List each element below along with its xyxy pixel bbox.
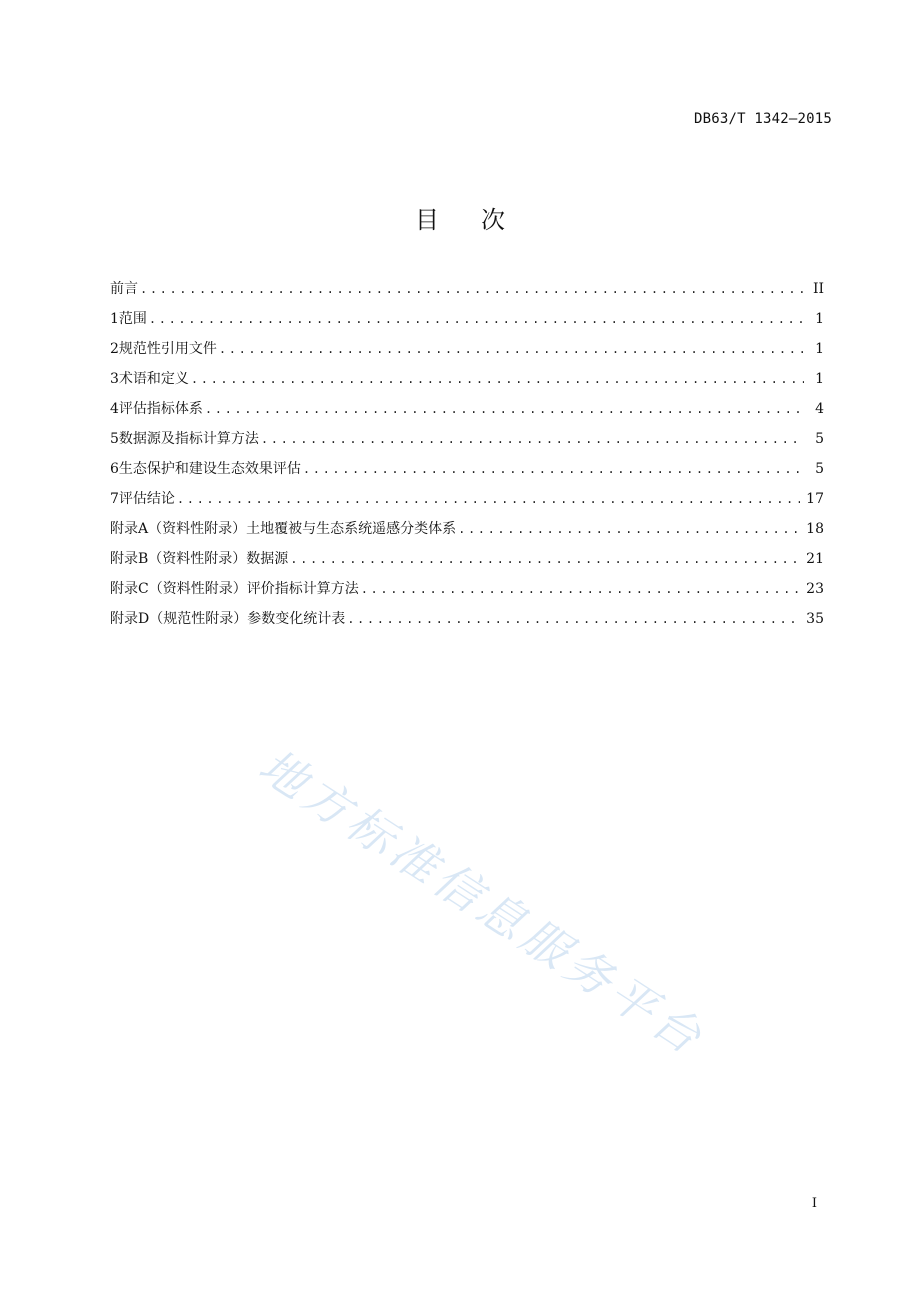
toc-page-number: 4 bbox=[815, 401, 824, 417]
toc-entry-1[interactable] bbox=[110, 304, 824, 334]
toc-appendix-label: 附录C（资料性附录） bbox=[110, 581, 247, 597]
toc-appendix-d[interactable] bbox=[110, 604, 824, 634]
toc-page-number: 1 bbox=[815, 371, 824, 387]
toc-section-number: 6 bbox=[110, 461, 119, 477]
toc-entry-title: 评价指标计算方法 bbox=[246, 581, 359, 597]
toc-entry-title: 规范性引用文件 bbox=[118, 341, 217, 357]
toc-entry-title: 生态保护和建设生态效果评估 bbox=[118, 461, 301, 477]
toc-page-number: 5 bbox=[815, 461, 824, 477]
title-char-2: 次 bbox=[481, 206, 505, 234]
toc-entry-foreword[interactable] bbox=[110, 274, 824, 304]
toc-section-number: 7 bbox=[110, 491, 119, 507]
toc-leader bbox=[361, 574, 800, 604]
toc-entry-title: 范围 bbox=[118, 311, 147, 327]
toc-page-number: 23 bbox=[806, 581, 824, 597]
toc-page-number: 17 bbox=[806, 491, 824, 507]
page-number: I bbox=[811, 1196, 817, 1211]
toc-entry-title: 前言 bbox=[110, 281, 138, 297]
toc-section-number: 1 bbox=[110, 311, 119, 327]
table-of-contents bbox=[110, 274, 824, 634]
toc-page-number: 21 bbox=[806, 551, 824, 567]
toc-section-number: 5 bbox=[110, 431, 119, 447]
toc-leader bbox=[191, 364, 804, 394]
toc-entry-5[interactable] bbox=[110, 424, 824, 454]
toc-leader bbox=[149, 304, 804, 334]
toc-leader bbox=[290, 544, 800, 574]
document-code: DB63/T 1342—2015 bbox=[693, 111, 832, 127]
toc-appendix-b[interactable] bbox=[110, 544, 824, 574]
page-title bbox=[0, 200, 920, 235]
toc-page-number: 1 bbox=[815, 341, 824, 357]
toc-leader bbox=[261, 424, 804, 454]
toc-entry-2[interactable] bbox=[110, 334, 824, 364]
toc-appendix-a[interactable] bbox=[110, 514, 824, 544]
toc-appendix-label: 附录B（资料性附录） bbox=[110, 551, 247, 567]
toc-entry-title: 土地覆被与生态系统遥感分类体系 bbox=[246, 521, 457, 537]
toc-entry-title: 数据源及指标计算方法 bbox=[118, 431, 259, 447]
toc-leader bbox=[303, 454, 804, 484]
toc-section-number: 4 bbox=[110, 401, 119, 417]
toc-appendix-label: 附录A（资料性附录） bbox=[110, 521, 247, 537]
toc-leader bbox=[177, 484, 800, 514]
toc-entry-7[interactable] bbox=[110, 484, 824, 514]
toc-leader bbox=[347, 604, 800, 634]
toc-entry-4[interactable] bbox=[110, 394, 824, 424]
toc-page-number: II bbox=[812, 281, 824, 297]
toc-page-number: 5 bbox=[815, 431, 824, 447]
toc-section-number: 2 bbox=[110, 341, 119, 357]
toc-entry-title: 评估指标体系 bbox=[118, 401, 203, 417]
toc-appendix-label: 附录D（规范性附录） bbox=[110, 611, 248, 627]
toc-leader bbox=[219, 334, 804, 364]
watermark: 地方标准信息服务平台 bbox=[249, 738, 716, 1067]
toc-leader bbox=[458, 514, 800, 544]
toc-entry-6[interactable] bbox=[110, 454, 824, 484]
toc-entry-title: 参数变化统计表 bbox=[247, 611, 346, 627]
toc-page-number: 1 bbox=[815, 311, 824, 327]
toc-entry-title: 评估结论 bbox=[118, 491, 175, 507]
toc-entry-title: 数据源 bbox=[246, 551, 289, 567]
toc-entry-title: 术语和定义 bbox=[118, 371, 189, 387]
toc-leader bbox=[140, 274, 804, 304]
title-char-1: 目 bbox=[415, 206, 439, 234]
toc-section-number: 3 bbox=[110, 371, 119, 387]
toc-entry-3[interactable] bbox=[110, 364, 824, 394]
toc-leader bbox=[205, 394, 804, 424]
toc-page-number: 18 bbox=[806, 521, 824, 537]
toc-appendix-c[interactable] bbox=[110, 574, 824, 604]
toc-page-number: 35 bbox=[806, 611, 824, 627]
